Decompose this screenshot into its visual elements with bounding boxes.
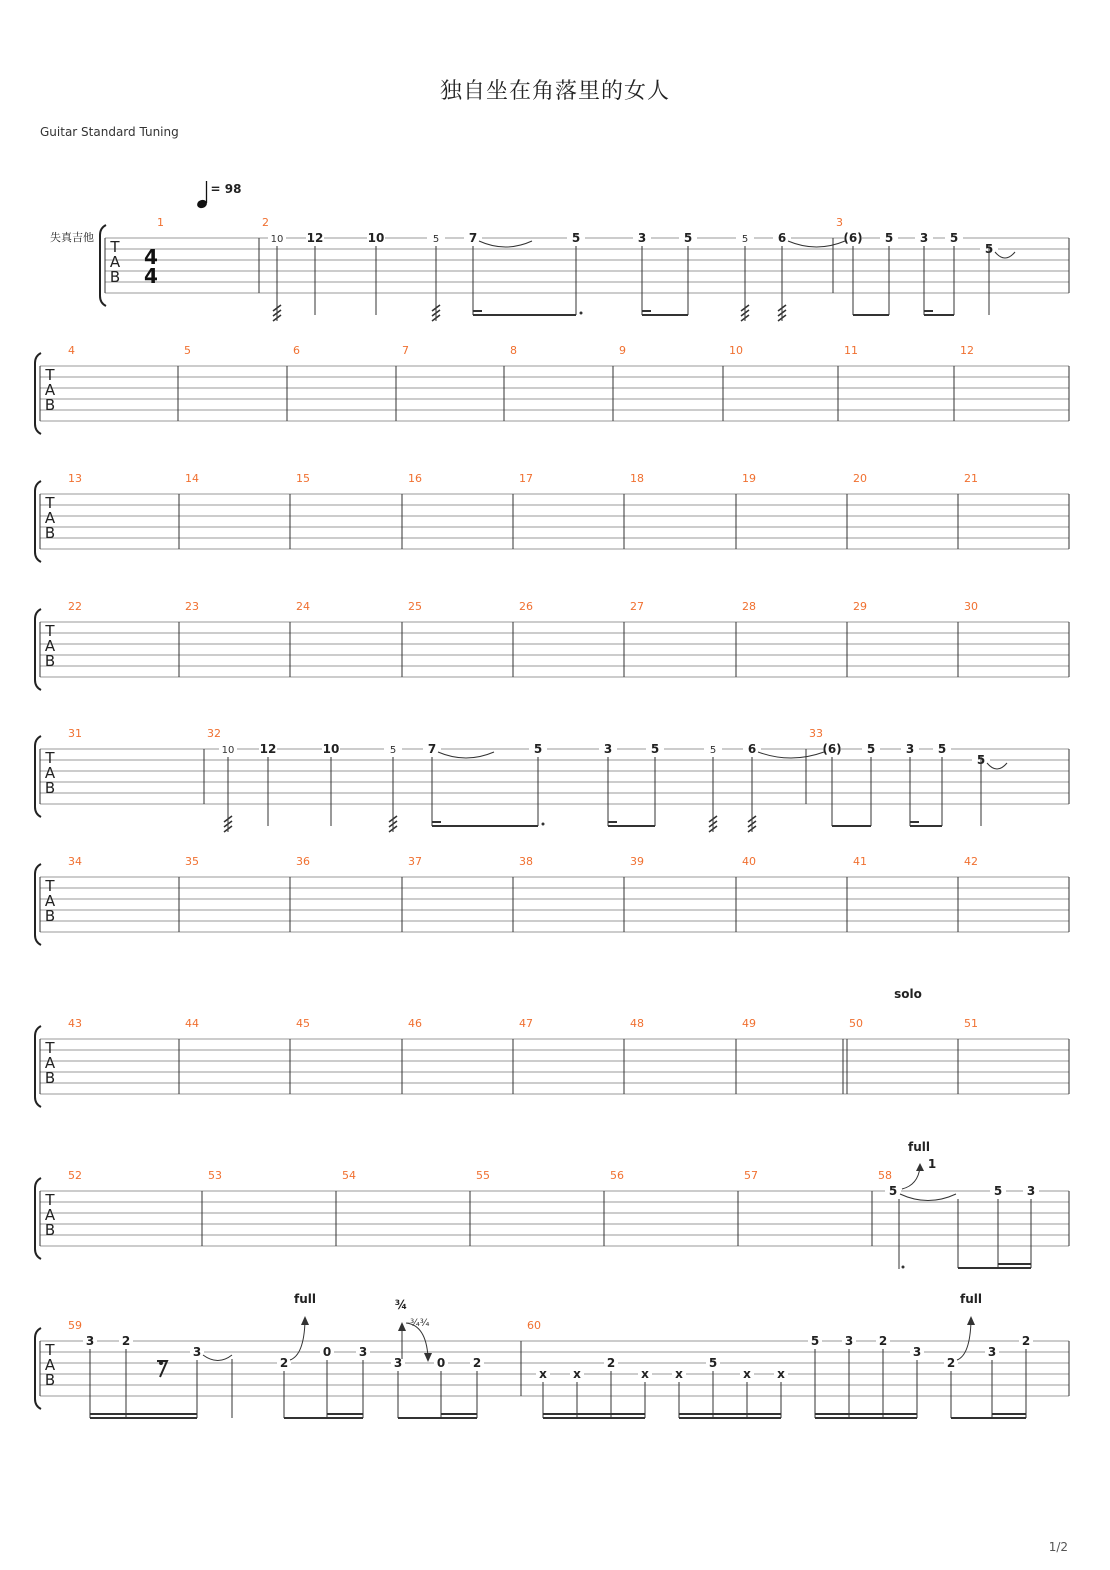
measure-number: 52: [68, 1169, 82, 1182]
tie: [758, 752, 824, 758]
measure-number: 42: [964, 855, 978, 868]
fret-number: 7: [468, 231, 478, 245]
tab-clef-letter: A: [109, 253, 121, 271]
tab-clef-letter: T: [45, 622, 55, 640]
tab-clef-letter: B: [109, 268, 121, 286]
fret-number: 10: [367, 231, 385, 245]
fret-number: 2: [121, 1334, 131, 1348]
bend-release-arrow: [424, 1353, 432, 1362]
tab-system: [35, 472, 1069, 562]
fret-number: 3: [844, 1334, 854, 1348]
fret-number: 5: [888, 1184, 898, 1198]
measure-number: 41: [853, 855, 867, 868]
measure-number: 40: [742, 855, 756, 868]
tab-clef-letter: T: [45, 877, 55, 895]
fret-number: 5: [708, 1356, 718, 1370]
tab-clef-letter: B: [44, 1069, 56, 1087]
measure-number: 15: [296, 472, 310, 485]
fret-number: 3: [912, 1345, 922, 1359]
dot: [542, 823, 545, 826]
track-name: 失真吉他: [50, 231, 94, 244]
bend-label: ¾: [394, 1298, 408, 1312]
fret-number: x: [539, 1367, 547, 1381]
measure-number: 6: [293, 344, 300, 357]
tab-clef-letter: A: [44, 1054, 56, 1072]
tab-clef-letter: A: [44, 892, 56, 910]
measure-number: 33: [809, 727, 823, 740]
tab-clef-letter: A: [44, 1206, 56, 1224]
fret-number: x: [777, 1367, 785, 1381]
measure-number: 44: [185, 1017, 199, 1030]
fret-number: 2: [279, 1356, 289, 1370]
fret-number: 2: [946, 1356, 956, 1370]
measure-number: 53: [208, 1169, 222, 1182]
measure-number: 28: [742, 600, 756, 613]
riff-group: [268, 231, 1015, 321]
measure-number: 22: [68, 600, 82, 613]
bend-release-fret: 1: [927, 1157, 937, 1171]
fret-number: 2: [606, 1356, 616, 1370]
bend-arrow: [916, 1163, 924, 1171]
measure-number: 7: [402, 344, 409, 357]
tab-clef-letter: T: [45, 366, 55, 384]
measure-number: 31: [68, 727, 82, 740]
bend-label: full: [908, 1140, 930, 1154]
tab-clef-letter: T: [45, 494, 55, 512]
fret-number: 5: [683, 231, 693, 245]
fret-number: 5: [709, 745, 717, 756]
fret-number: 5: [993, 1184, 1003, 1198]
tie: [438, 752, 494, 758]
measure-number: 47: [519, 1017, 533, 1030]
fret-number: x: [641, 1367, 649, 1381]
score-title: 独自坐在角落里的女人: [439, 79, 670, 104]
measure-number: 12: [960, 344, 974, 357]
tab-clef-letter: A: [44, 509, 56, 527]
fret-number: 3: [358, 1345, 368, 1359]
measure-number: 45: [296, 1017, 310, 1030]
fret-number: 3: [393, 1356, 403, 1370]
measure-number: 3: [836, 216, 843, 229]
tab-clef-letter: A: [44, 637, 56, 655]
measure-number: 60: [527, 1319, 541, 1332]
fret-number: 5: [389, 745, 397, 756]
measure-number: 51: [964, 1017, 978, 1030]
measure-number: 39: [630, 855, 644, 868]
fret-number: 12: [306, 231, 324, 245]
tab-clef-letter: T: [45, 749, 55, 767]
fret-number: x: [675, 1367, 683, 1381]
measure-number: 50: [849, 1017, 863, 1030]
dot: [902, 1266, 905, 1269]
time-signature-bottom: 4: [144, 264, 158, 288]
fret-number: 3: [603, 742, 613, 756]
fret-number: 3: [905, 742, 915, 756]
measure-number: 35: [185, 855, 199, 868]
tab-clef-letter: A: [44, 1356, 56, 1374]
fret-number: 5: [741, 234, 749, 245]
measure-number: 29: [853, 600, 867, 613]
fret-number: 5: [984, 242, 994, 256]
fret-number: 5: [937, 742, 947, 756]
tab-clef-letter: T: [45, 1191, 55, 1209]
measure-number: 18: [630, 472, 644, 485]
tab-clef-letter: B: [44, 1371, 56, 1389]
fret-number: 0: [322, 1345, 332, 1359]
fret-number: 5: [884, 231, 894, 245]
fret-number: 5: [571, 231, 581, 245]
fret-number: 5: [810, 1334, 820, 1348]
tab-clef-letter: A: [44, 381, 56, 399]
tab-clef-letter: B: [44, 396, 56, 414]
rest-dot: [159, 1361, 163, 1365]
measure-number: 13: [68, 472, 82, 485]
tab-clef-letter: T: [110, 238, 120, 256]
tie: [203, 1355, 232, 1361]
tab-clef-letter: A: [44, 764, 56, 782]
fret-number: 0: [436, 1356, 446, 1370]
fret-number: (6): [843, 231, 863, 245]
tuning-label: Guitar Standard Tuning: [40, 125, 179, 139]
measure-number: 5: [184, 344, 191, 357]
measure-number: 10: [729, 344, 743, 357]
measure-number: 23: [185, 600, 199, 613]
measure-number: 8: [510, 344, 517, 357]
tab-clef-letter: B: [44, 652, 56, 670]
riff-group: [219, 742, 1007, 832]
fret-number: x: [573, 1367, 581, 1381]
measure-number: 56: [610, 1169, 624, 1182]
tie: [900, 1194, 956, 1201]
measure-number: 17: [519, 472, 533, 485]
measure-number: 2: [262, 216, 269, 229]
fret-number: 2: [472, 1356, 482, 1370]
fret-number: 10: [322, 742, 340, 756]
measure-number: 49: [742, 1017, 756, 1030]
time-signature-top: 4: [144, 245, 158, 269]
tab-clef-letter: B: [44, 524, 56, 542]
fret-number: 7: [427, 742, 437, 756]
measure-number: 16: [408, 472, 422, 485]
measure-number: 1: [157, 216, 164, 229]
measure-number: 37: [408, 855, 422, 868]
measure-number: 54: [342, 1169, 356, 1182]
tab-system: [35, 1017, 1069, 1107]
fret-number: 10: [221, 745, 235, 756]
fret-number: 5: [949, 231, 959, 245]
measure-number: 26: [519, 600, 533, 613]
measure-number: 43: [68, 1017, 82, 1030]
measure-number: 46: [408, 1017, 422, 1030]
bend-arrow: [398, 1322, 406, 1331]
measure-number: 38: [519, 855, 533, 868]
system-59-60: [83, 1292, 1033, 1418]
measure-58: [885, 1140, 1039, 1269]
tab-clef-letter: T: [45, 1341, 55, 1359]
measure-number: 57: [744, 1169, 758, 1182]
fret-number: 2: [1021, 1334, 1031, 1348]
fret-number: 5: [533, 742, 543, 756]
measure-number: 36: [296, 855, 310, 868]
measure-number: 25: [408, 600, 422, 613]
measure-number: 48: [630, 1017, 644, 1030]
measure-number: 20: [853, 472, 867, 485]
fret-number: 6: [777, 231, 787, 245]
fret-number: 2: [878, 1334, 888, 1348]
measure-number: 30: [964, 600, 978, 613]
bend-label: full: [960, 1292, 982, 1306]
tab-system: [35, 600, 1069, 690]
measure-number: 9: [619, 344, 626, 357]
tab-clef-letter: B: [44, 907, 56, 925]
tab-system: [35, 344, 1069, 434]
tempo-mark: = 98: [210, 182, 242, 196]
dot: [580, 312, 583, 315]
measure-number: 14: [185, 472, 199, 485]
fret-number: x: [743, 1367, 751, 1381]
fret-number: 3: [637, 231, 647, 245]
measure-number: 24: [296, 600, 310, 613]
measure-number: 58: [878, 1169, 892, 1182]
fret-number: 5: [866, 742, 876, 756]
bend-label: -¾¾: [406, 1318, 430, 1329]
page-number: 1/2: [1048, 1540, 1068, 1554]
measure-number: 19: [742, 472, 756, 485]
fret-number: 3: [192, 1345, 202, 1359]
fret-number: 5: [432, 234, 440, 245]
fret-number: 3: [1026, 1184, 1036, 1198]
tab-system: [35, 855, 1069, 945]
tab-system: [35, 727, 1069, 817]
fret-number: 5: [976, 753, 986, 767]
measure-number: 27: [630, 600, 644, 613]
tie: [479, 241, 532, 247]
tab-clef-letter: B: [44, 1221, 56, 1239]
measure-number: 21: [964, 472, 978, 485]
bend-arrow: [301, 1316, 309, 1325]
measure-number: 34: [68, 855, 82, 868]
fret-number: (6): [822, 742, 842, 756]
measure-number: 55: [476, 1169, 490, 1182]
fret-number: 3: [987, 1345, 997, 1359]
measure-number: 4: [68, 344, 75, 357]
tie: [788, 241, 845, 247]
fret-number: 5: [650, 742, 660, 756]
bend-arrow: [967, 1316, 975, 1325]
measure-number: 32: [207, 727, 221, 740]
fret-number: 12: [259, 742, 277, 756]
measure-number: 11: [844, 344, 858, 357]
bend-label: full: [294, 1292, 316, 1306]
fret-number: 10: [270, 234, 284, 245]
fret-number: 3: [85, 1334, 95, 1348]
tab-system: [35, 1319, 1069, 1409]
solo-label: solo: [894, 987, 922, 1001]
tab-clef-letter: T: [45, 1039, 55, 1057]
fret-number: 6: [747, 742, 757, 756]
fret-number: 3: [919, 231, 929, 245]
tab-clef-letter: B: [44, 779, 56, 797]
measure-number: 59: [68, 1319, 82, 1332]
